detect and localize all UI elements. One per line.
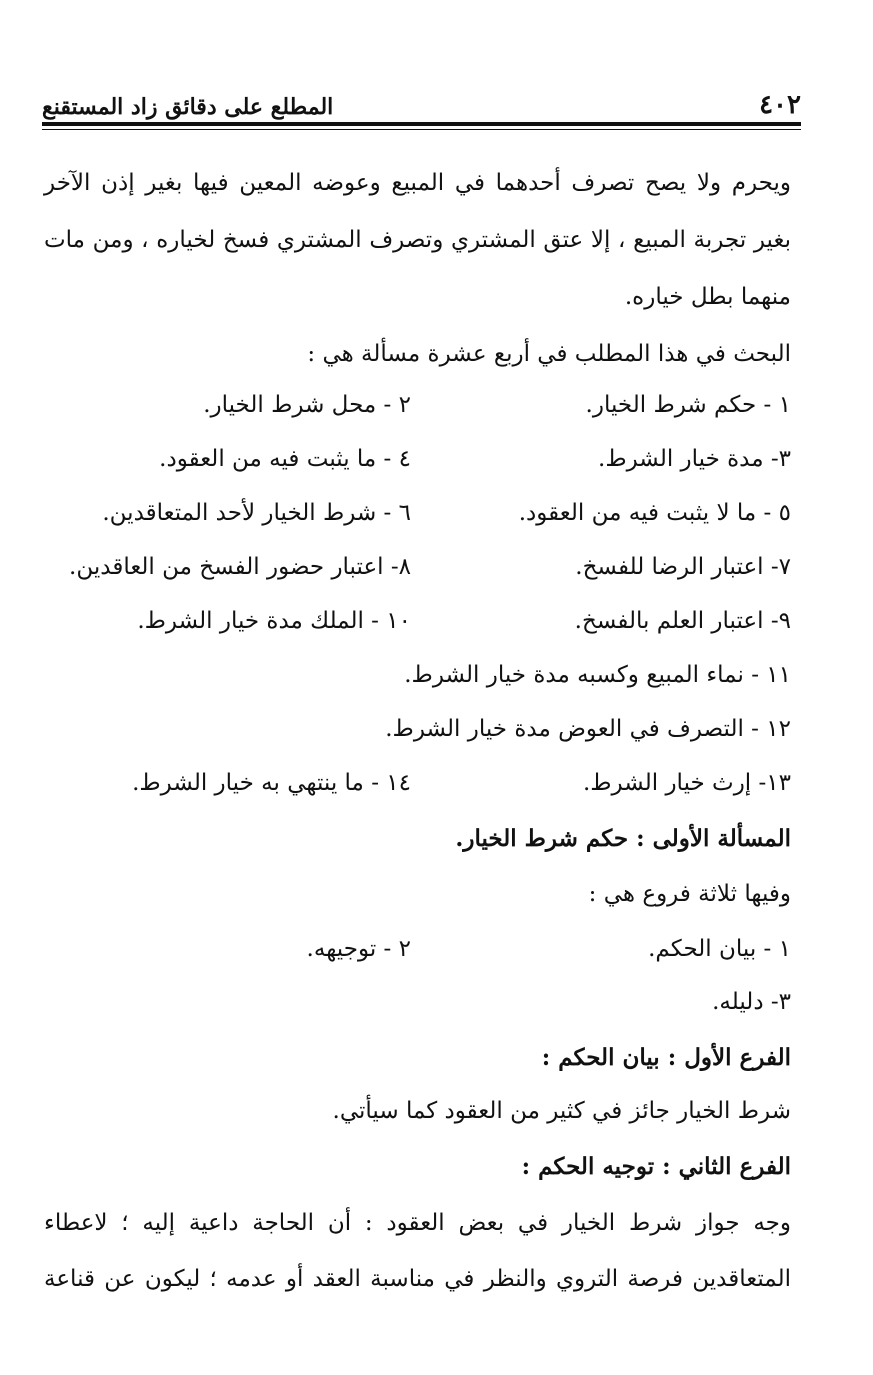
issue-item: ١٣- إرث خيار الشرط.	[582, 770, 791, 796]
branch2-heading: الفرع الثاني : توجيه الحكم :	[521, 1153, 791, 1180]
branch-item: ١ - بيان الحكم.	[648, 936, 791, 962]
issue-row	[44, 381, 791, 429]
issue-item: ٩- اعتبار العلم بالفسخ.	[574, 608, 791, 634]
issue-item: ١٠ - الملك مدة خيار الشرط.	[137, 608, 411, 634]
header-rule-thick	[42, 122, 801, 126]
issue-item: ٢ - محل شرط الخيار.	[203, 392, 411, 418]
issue-row	[44, 759, 791, 807]
branch2-line-2: المتعاقدين فرصة التروي والنظر في مناسبة العقد أو عدمه ؛ ليكون عن قناعة	[44, 1266, 791, 1292]
issue-item: ٣- مدة خيار الشرط.	[598, 446, 791, 472]
issue-item: ٧- اعتبار الرضا للفسخ.	[575, 554, 791, 580]
header-rule-thin	[42, 129, 801, 130]
branch1-heading: الفرع الأول : بيان الحكم :	[541, 1044, 791, 1071]
issue-item: ٦ - شرط الخيار لأحد المتعاقدين.	[102, 500, 411, 526]
intro-line-1: ويحرم ولا يصح تصرف أحدهما في المبيع وعوضه المعين فيها بغير إذن الآخر	[44, 170, 791, 196]
intro-line-3: منهما بطل خياره.	[624, 284, 791, 310]
branch1-text: شرط الخيار جائز في كثير من العقود كما سيأتي.	[332, 1098, 791, 1124]
issue-item: ١٤ - ما ينتهي به خيار الشرط.	[132, 770, 411, 796]
branch-row	[44, 978, 791, 1026]
issue-row	[44, 651, 791, 699]
branch-item: ٣- دليله.	[712, 989, 791, 1015]
branch-item: ٢ - توجيهه.	[306, 936, 411, 962]
issue-row	[44, 705, 791, 753]
issue1-heading: المسألة الأولى : حكم شرط الخيار.	[455, 825, 791, 852]
running-title: المطلع على دقائق زاد المستقنع	[42, 94, 334, 120]
issue-row	[44, 597, 791, 645]
issue-item: ٨- اعتبار حضور الفسخ من العاقدين.	[69, 554, 411, 580]
branch2-line-1: وجه جواز شرط الخيار في بعض العقود : أن الحاجة داعية إليه ؛ لاعطاء	[44, 1210, 791, 1236]
branches-intro: وفيها ثلاثة فروع هي :	[588, 881, 791, 907]
research-intro: البحث في هذا المطلب في أربع عشرة مسألة هي :	[307, 341, 791, 367]
issue-item: ١١ - نماء المبيع وكسبه مدة خيار الشرط.	[404, 662, 791, 688]
issue-item: ٤ - ما يثبت فيه من العقود.	[159, 446, 411, 472]
issue-row	[44, 489, 791, 537]
issue-item: ١ - حكم شرط الخيار.	[585, 392, 791, 418]
page-header	[42, 86, 801, 120]
branch-row	[44, 925, 791, 973]
intro-line-2: بغير تجربة المبيع ، إلا عتق المشتري وتصرف المشتري فسخ لخياره ، ومن مات	[44, 227, 791, 253]
page-number: ٤٠٢	[759, 90, 801, 120]
issue-row	[44, 435, 791, 483]
issue-item: ٥ - ما لا يثبت فيه من العقود.	[518, 500, 791, 526]
issue-row	[44, 543, 791, 591]
issue-item: ١٢ - التصرف في العوض مدة خيار الشرط.	[385, 716, 791, 742]
